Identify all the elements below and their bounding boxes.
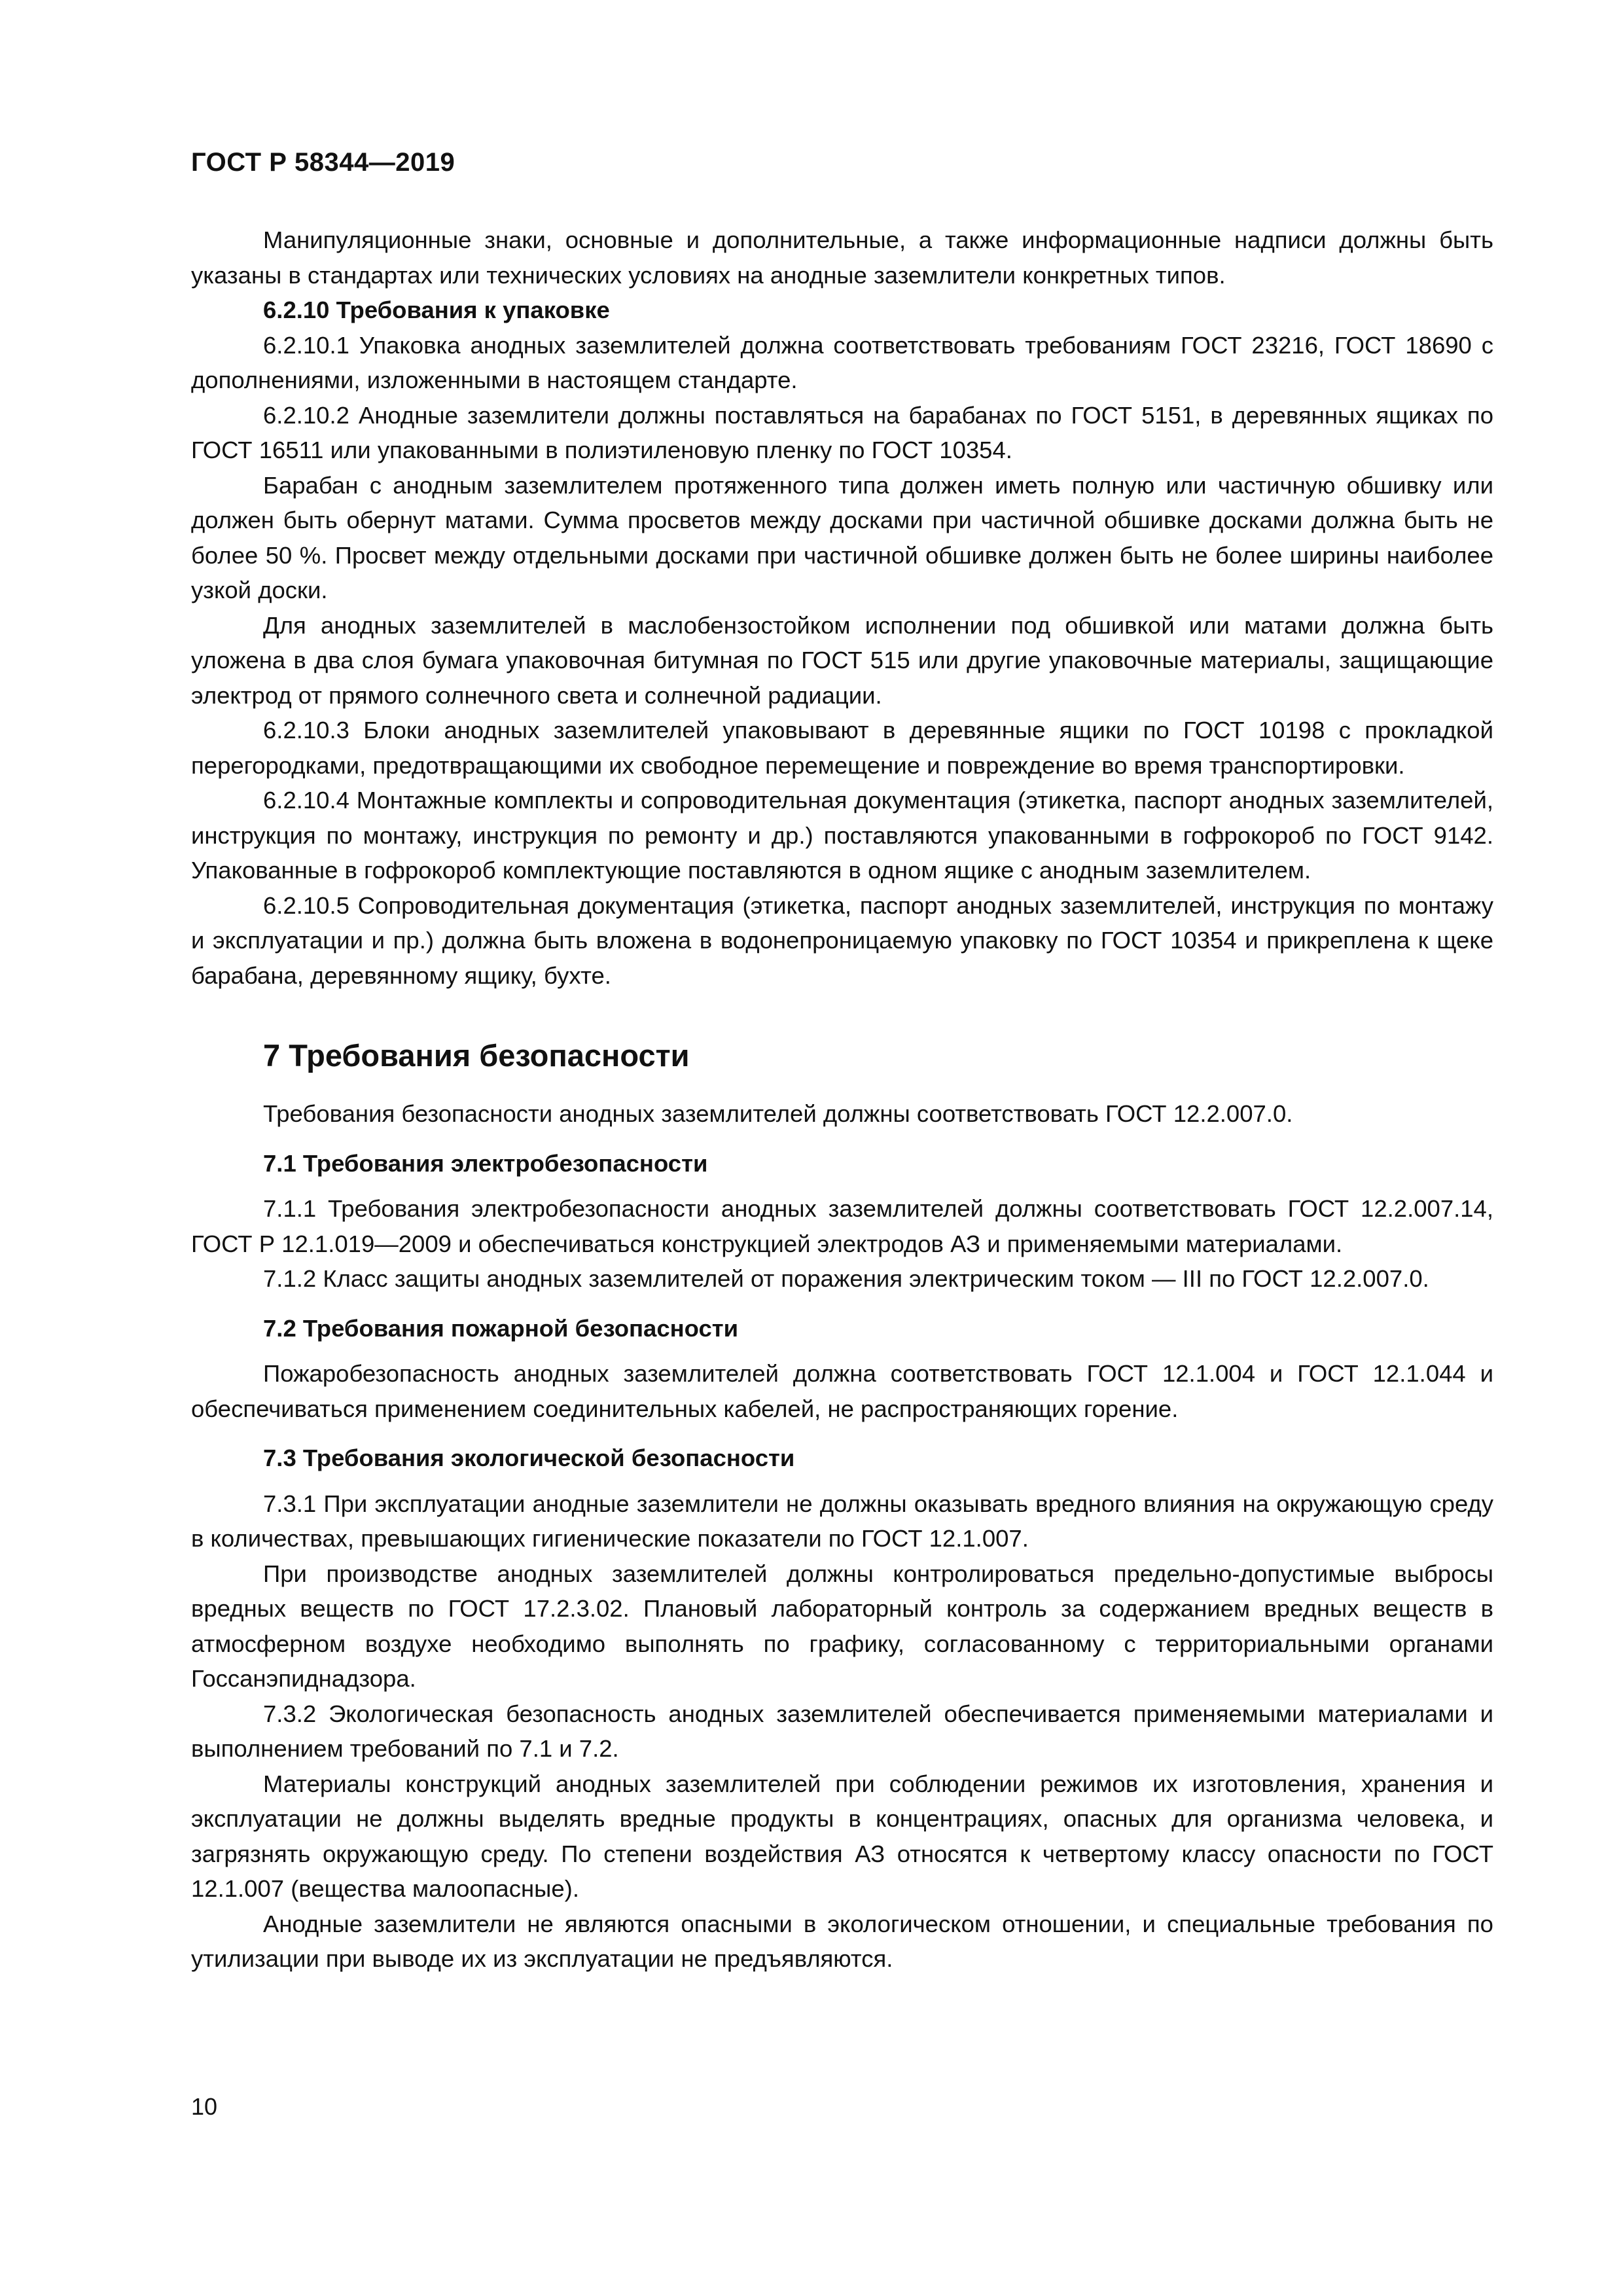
paragraph-safety-intro: Требования безопасности анодных заземлителей должны соответствовать ГОСТ 12.2.007.0. [263, 1100, 1293, 1127]
page-number: 10 [191, 2093, 218, 2120]
subsection-title-7-2: 7.2 Требования пожарной безопасности [263, 1314, 739, 1342]
paragraph-6-2-10-5: 6.2.10.5 Сопроводительная документация (этикетка, паспорт анодных заземлителей, инструкция по монтажу и эксплуатации и пр.) должна быть вложена в водонепроницаемую упаковку по ГОСТ 10354 и прикреплена к щеке барабана, деревянному ящику, бухте. [191, 891, 1493, 989]
subsection-title-7-3: 7.3 Требования экологической безопасности [263, 1444, 795, 1471]
paragraph-7-3-2: 7.3.2 Экологическая безопасность анодных заземлителей обеспечивается применяемыми материалами и выполнением требований по 7.1 и 7.2. [191, 1700, 1493, 1762]
paragraph-marking-signs: Манипуляционные знаки, основные и дополнительные, а также информационные надписи должны быть указаны в стандартах или технических условиях на анодные заземлители конкретных типов. [191, 226, 1493, 289]
section-title-7: 7 Требования безопасности [263, 1038, 690, 1073]
paragraph-7-1-1: 7.1.1 Требования электробезопасности анодных заземлителей должны соответствовать ГОСТ 12.2.007.14, ГОСТ Р 12.1.019—2009 и обеспечиваться конструкцией электродов АЗ и применяемыми материалами. [191, 1195, 1493, 1257]
paragraph-materials-hazard: Материалы конструкций анодных заземлителей при соблюдении режимов их изготовления, хранения и эксплуатации не должны выделять вредные продукты в концентрациях, опасных для организма человека, и загрязнять окружающую среду. По степени воздействия АЗ относятся к четвертому классу опасности по ГОСТ 12.1.007 (вещества малоопасные). [191, 1770, 1493, 1902]
paragraph-disposal: Анодные заземлители не являются опасными в экологическом отношении, и специальные требования по утилизации при выводе их из эксплуатации не предъявляются. [191, 1910, 1493, 1972]
paragraph-6-2-10-4: 6.2.10.4 Монтажные комплекты и сопроводительная документация (этикетка, паспорт анодных заземлителей, инструкция по монтажу, инструкция по ремонту и др.) поставляются упакованными в гофрокороб по ГОСТ 9142. Упакованные в гофрокороб комплектующие поставляются в одном ящике с анодным заземлителем. [191, 787, 1493, 884]
paragraph-6-2-10-2: 6.2.10.2 Анодные заземлители должны поставляться на барабанах по ГОСТ 5151, в деревянных ящиках по ГОСТ 16511 или упакованными в полиэтиленовую пленку по ГОСТ 10354. [191, 401, 1493, 463]
paragraph-drum-sheathing: Барабан с анодным заземлителем протяженного типа должен иметь полную или частичную обшивку или должен быть обернут матами. Сумма просветов между досками при частичной обшивке досками должна быть не более 50 %. Просвет между отдельными досками при частичной обшивке должен быть не более ширины наиболее узкой доски. [191, 471, 1493, 603]
subsection-title-6-2-10: 6.2.10 Требования к упаковке [263, 296, 610, 323]
document-body [191, 223, 1493, 1977]
paragraph-6-2-10-3: 6.2.10.3 Блоки анодных заземлителей упаковывают в деревянные ящики по ГОСТ 10198 с прокладкой перегородками, предотвращающими их свободное перемещение и повреждение во время транспортировки. [191, 717, 1493, 779]
document-header: ГОСТ Р 58344—2019 [191, 148, 455, 177]
subsection-title-7-1: 7.1 Требования электробезопасности [263, 1149, 708, 1177]
paragraph-7-3-1: 7.3.1 При эксплуатации анодные заземлители не должны оказывать вредного влияния на окружающую среду в количествах, превышающих гигиенические показатели по ГОСТ 12.1.007. [191, 1490, 1493, 1552]
paragraph-7-1-2: 7.1.2 Класс защиты анодных заземлителей от поражения электрическим током — III по ГОСТ 12.2.007.0. [263, 1265, 1429, 1292]
paragraph-6-2-10-1: 6.2.10.1 Упаковка анодных заземлителей должна соответствовать требованиям ГОСТ 23216, ГОСТ 18690 с дополнениями, изложенными в настоящем стандарте. [191, 331, 1493, 393]
paragraph-production-emissions: При производстве анодных заземлителей должны контролироваться предельно-допустимые выбросы вредных веществ по ГОСТ 17.2.3.02. Плановый лабораторный контроль за содержанием вредных веществ в атмосферном воздухе необходимо выполнять по графику, согласованному с территориальными органами Госсанэпиднадзора. [191, 1560, 1493, 1692]
paragraph-oil-resistant: Для анодных заземлителей в маслобензостойком исполнении под обшивкой или матами должна быть уложена в два слоя бумага упаковочная битумная по ГОСТ 515 или другие упаковочные материалы, защищающие электрод от прямого солнечного света и солнечной радиации. [191, 611, 1493, 709]
paragraph-fire-safety: Пожаробезопасность анодных заземлителей должна соответствовать ГОСТ 12.1.004 и ГОСТ 12.1.044 и обеспечиваться применением соединительных кабелей, не распространяющих горение. [191, 1360, 1493, 1422]
